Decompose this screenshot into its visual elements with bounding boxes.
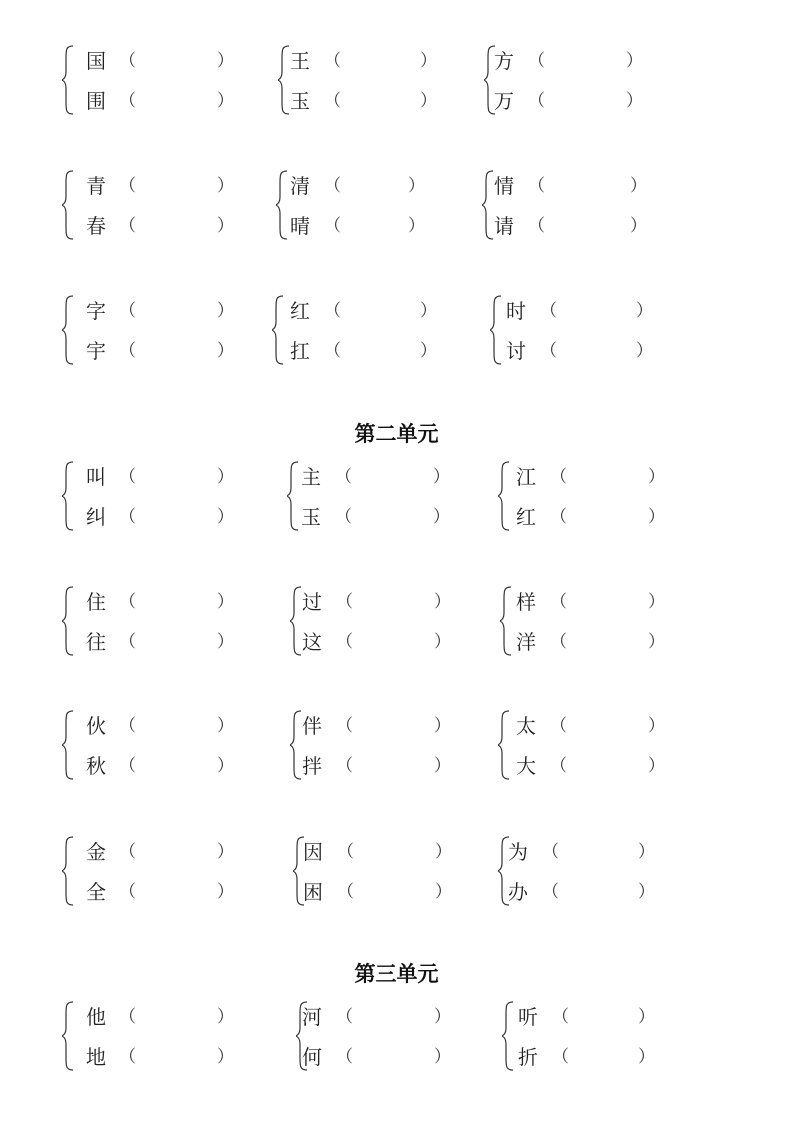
answer-blank-open: （ <box>119 1047 136 1067</box>
character: 秋 <box>86 754 106 778</box>
char-pair <box>500 585 700 657</box>
character: 办 <box>508 880 528 904</box>
answer-blank-open: （ <box>119 592 136 612</box>
char-row <box>498 837 698 867</box>
answer-blank-close: ） <box>648 467 665 487</box>
character: 何 <box>302 1045 322 1069</box>
answer-blank-open: （ <box>119 882 136 902</box>
char-row <box>278 46 478 76</box>
char-pair <box>62 44 262 116</box>
character: 国 <box>86 49 106 73</box>
character: 玉 <box>301 505 321 529</box>
char-row <box>62 711 262 741</box>
char-row <box>287 502 487 532</box>
char-row <box>484 46 684 76</box>
char-row <box>62 627 262 657</box>
char-pair <box>290 709 490 781</box>
answer-blank-close: ） <box>217 756 234 776</box>
char-pair <box>62 835 262 907</box>
character: 王 <box>290 49 310 73</box>
answer-blank-close: ） <box>217 842 234 862</box>
character: 伙 <box>86 714 106 738</box>
answer-blank-open: （ <box>119 51 136 71</box>
character: 请 <box>494 214 514 238</box>
char-row <box>484 86 684 116</box>
answer-blank-open: （ <box>324 301 341 321</box>
answer-blank-open: （ <box>540 301 557 321</box>
answer-blank-close: ） <box>433 507 450 527</box>
char-row <box>62 1042 262 1072</box>
char-row <box>62 1002 262 1032</box>
character: 困 <box>303 880 323 904</box>
unit-2-heading: 第二单元 <box>354 422 439 446</box>
character: 讨 <box>506 339 526 363</box>
answer-blank-open: （ <box>528 176 545 196</box>
character: 情 <box>494 174 514 198</box>
answer-blank-close: ） <box>638 882 655 902</box>
unit-3-heading: 第三单元 <box>354 962 439 986</box>
answer-blank-open: （ <box>552 1047 569 1067</box>
answer-blank-open: （ <box>119 467 136 487</box>
answer-blank-close: ） <box>408 216 425 236</box>
character: 围 <box>86 89 106 113</box>
char-pair <box>290 585 490 657</box>
answer-blank-close: ） <box>433 467 450 487</box>
char-row <box>500 627 700 657</box>
answer-blank-close: ） <box>217 91 234 111</box>
answer-blank-close: ） <box>217 467 234 487</box>
answer-blank-open: （ <box>119 341 136 361</box>
answer-blank-close: ） <box>420 301 437 321</box>
answer-blank-close: ） <box>435 882 452 902</box>
answer-blank-open: （ <box>119 91 136 111</box>
char-pair <box>62 585 262 657</box>
answer-blank-close: ） <box>217 592 234 612</box>
char-pair <box>490 294 690 366</box>
character: 春 <box>86 214 106 238</box>
answer-blank-open: （ <box>550 716 567 736</box>
character: 地 <box>86 1045 106 1069</box>
char-pair <box>62 460 262 532</box>
char-pair <box>62 1000 262 1072</box>
char-row <box>62 86 262 116</box>
char-row <box>276 171 476 201</box>
char-row <box>62 46 262 76</box>
character: 扛 <box>290 339 310 363</box>
character: 晴 <box>290 214 310 238</box>
answer-blank-close: ） <box>636 341 653 361</box>
answer-blank-open: （ <box>119 507 136 527</box>
answer-blank-open: （ <box>324 51 341 71</box>
char-row <box>490 336 690 366</box>
char-row <box>62 837 262 867</box>
answer-blank-open: （ <box>542 882 559 902</box>
answer-blank-open: （ <box>528 51 545 71</box>
answer-blank-close: ） <box>217 176 234 196</box>
answer-blank-open: （ <box>324 216 341 236</box>
answer-blank-close: ） <box>408 176 425 196</box>
character: 万 <box>494 89 514 113</box>
char-row <box>62 877 262 907</box>
char-row <box>498 751 698 781</box>
answer-blank-open: （ <box>550 756 567 776</box>
answer-blank-open: （ <box>540 341 557 361</box>
answer-blank-open: （ <box>324 91 341 111</box>
character: 全 <box>86 880 106 904</box>
answer-blank-open: （ <box>550 592 567 612</box>
character: 他 <box>86 1005 106 1029</box>
character: 时 <box>506 299 526 323</box>
answer-blank-open: （ <box>336 756 353 776</box>
answer-blank-open: （ <box>336 1047 353 1067</box>
answer-blank-close: ） <box>434 1047 451 1067</box>
answer-blank-open: （ <box>119 756 136 776</box>
char-pair <box>498 835 698 907</box>
answer-blank-open: （ <box>336 716 353 736</box>
answer-blank-close: ） <box>648 756 665 776</box>
answer-blank-open: （ <box>528 91 545 111</box>
char-pair <box>498 460 698 532</box>
char-row <box>293 877 493 907</box>
char-row <box>498 502 698 532</box>
char-pair <box>293 835 493 907</box>
char-pair <box>278 44 478 116</box>
character: 红 <box>516 505 536 529</box>
answer-blank-close: ） <box>217 882 234 902</box>
answer-blank-close: ） <box>638 1007 655 1027</box>
answer-blank-close: ） <box>217 216 234 236</box>
char-row <box>290 627 490 657</box>
char-row <box>62 751 262 781</box>
answer-blank-open: （ <box>119 216 136 236</box>
character: 河 <box>302 1005 322 1029</box>
answer-blank-open: （ <box>336 592 353 612</box>
answer-blank-close: ） <box>648 592 665 612</box>
character: 住 <box>86 590 106 614</box>
answer-blank-close: ） <box>630 216 647 236</box>
character: 主 <box>301 465 321 489</box>
answer-blank-open: （ <box>337 842 354 862</box>
answer-blank-close: ） <box>420 91 437 111</box>
character: 往 <box>86 630 106 654</box>
char-pair <box>276 169 476 241</box>
character: 红 <box>290 299 310 323</box>
answer-blank-close: ） <box>217 1047 234 1067</box>
char-row <box>62 171 262 201</box>
char-row <box>490 296 690 326</box>
character: 江 <box>516 465 536 489</box>
character: 这 <box>302 630 322 654</box>
answer-blank-open: （ <box>324 341 341 361</box>
character: 听 <box>518 1005 538 1029</box>
character: 清 <box>290 174 310 198</box>
character: 为 <box>508 840 528 864</box>
answer-blank-close: ） <box>217 301 234 321</box>
character: 过 <box>302 590 322 614</box>
answer-blank-open: （ <box>336 1007 353 1027</box>
answer-blank-close: ） <box>630 176 647 196</box>
char-pair <box>482 169 682 241</box>
char-row <box>482 211 682 241</box>
character: 大 <box>516 754 536 778</box>
answer-blank-open: （ <box>119 301 136 321</box>
char-pair <box>272 294 472 366</box>
answer-blank-close: ） <box>626 91 643 111</box>
char-row <box>498 877 698 907</box>
answer-blank-open: （ <box>119 716 136 736</box>
character: 玉 <box>290 89 310 113</box>
char-row <box>296 1042 496 1072</box>
char-row <box>62 462 262 492</box>
answer-blank-close: ） <box>217 716 234 736</box>
answer-blank-close: ） <box>434 716 451 736</box>
answer-blank-close: ） <box>420 51 437 71</box>
char-pair <box>62 294 262 366</box>
character: 太 <box>516 714 536 738</box>
character: 样 <box>516 590 536 614</box>
char-pair <box>502 1000 702 1072</box>
char-row <box>502 1042 702 1072</box>
answer-blank-open: （ <box>528 216 545 236</box>
answer-blank-open: （ <box>119 842 136 862</box>
character: 折 <box>518 1045 538 1069</box>
answer-blank-close: ） <box>638 842 655 862</box>
character: 因 <box>303 840 323 864</box>
character: 金 <box>86 840 106 864</box>
char-row <box>498 711 698 741</box>
answer-blank-open: （ <box>550 507 567 527</box>
answer-blank-open: （ <box>119 632 136 652</box>
char-row <box>62 502 262 532</box>
answer-blank-close: ） <box>638 1047 655 1067</box>
answer-blank-open: （ <box>335 507 352 527</box>
answer-blank-open: （ <box>336 632 353 652</box>
char-row <box>276 211 476 241</box>
character: 伴 <box>302 714 322 738</box>
char-pair <box>62 169 262 241</box>
answer-blank-close: ） <box>420 341 437 361</box>
character: 青 <box>86 174 106 198</box>
char-row <box>278 86 478 116</box>
answer-blank-close: ） <box>434 592 451 612</box>
char-pair <box>498 709 698 781</box>
answer-blank-open: （ <box>119 176 136 196</box>
char-row <box>482 171 682 201</box>
answer-blank-open: （ <box>550 467 567 487</box>
char-row <box>272 336 472 366</box>
char-pair <box>287 460 487 532</box>
char-row <box>290 711 490 741</box>
answer-blank-close: ） <box>435 842 452 862</box>
character: 宇 <box>86 339 106 363</box>
answer-blank-close: ） <box>217 1007 234 1027</box>
answer-blank-open: （ <box>542 842 559 862</box>
answer-blank-close: ） <box>648 716 665 736</box>
char-row <box>62 211 262 241</box>
char-row <box>272 296 472 326</box>
character: 字 <box>86 299 106 323</box>
char-row <box>290 587 490 617</box>
character: 方 <box>494 49 514 73</box>
answer-blank-close: ） <box>648 507 665 527</box>
answer-blank-close: ） <box>434 756 451 776</box>
char-pair <box>484 44 684 116</box>
answer-blank-close: ） <box>648 632 665 652</box>
char-pair <box>296 1000 496 1072</box>
answer-blank-open: （ <box>552 1007 569 1027</box>
character: 叫 <box>86 465 106 489</box>
char-row <box>500 587 700 617</box>
answer-blank-close: ） <box>626 51 643 71</box>
answer-blank-open: （ <box>335 467 352 487</box>
answer-blank-close: ） <box>636 301 653 321</box>
char-row <box>296 1002 496 1032</box>
char-row <box>498 462 698 492</box>
answer-blank-open: （ <box>324 176 341 196</box>
answer-blank-open: （ <box>550 632 567 652</box>
character: 拌 <box>302 754 322 778</box>
character: 纠 <box>86 505 106 529</box>
answer-blank-close: ） <box>217 507 234 527</box>
answer-blank-close: ） <box>434 1007 451 1027</box>
char-row <box>62 296 262 326</box>
char-row <box>290 751 490 781</box>
answer-blank-open: （ <box>119 1007 136 1027</box>
char-row <box>287 462 487 492</box>
answer-blank-open: （ <box>337 882 354 902</box>
char-pair <box>62 709 262 781</box>
answer-blank-close: ） <box>434 632 451 652</box>
answer-blank-close: ） <box>217 632 234 652</box>
char-row <box>502 1002 702 1032</box>
answer-blank-close: ） <box>217 341 234 361</box>
char-row <box>62 587 262 617</box>
answer-blank-close: ） <box>217 51 234 71</box>
char-row <box>293 837 493 867</box>
character: 洋 <box>516 630 536 654</box>
char-row <box>62 336 262 366</box>
